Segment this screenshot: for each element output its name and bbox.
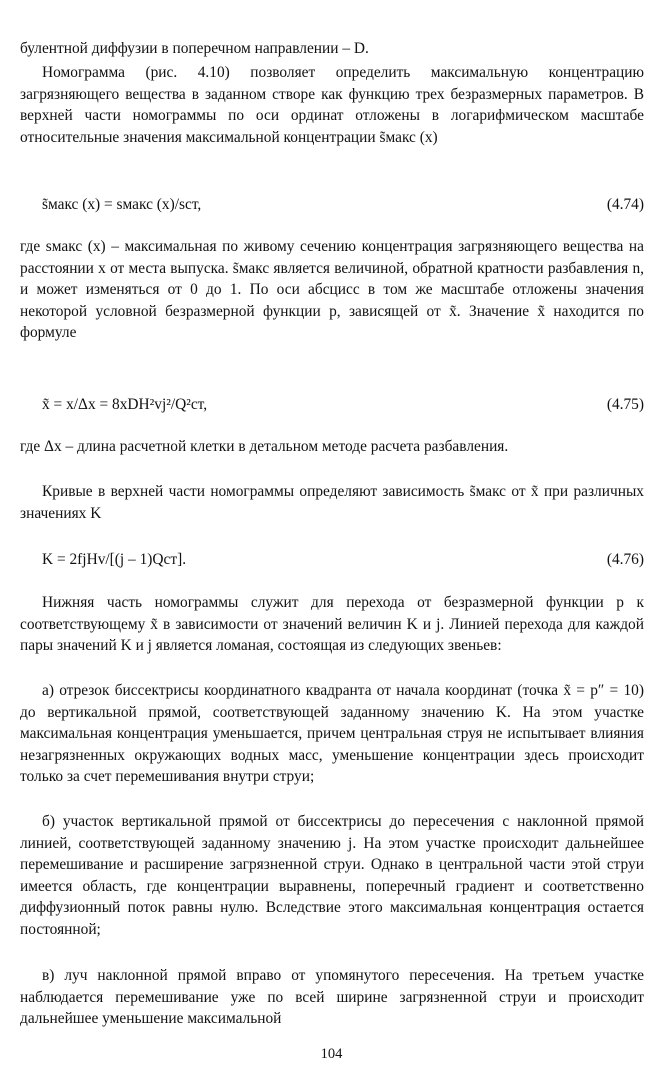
paragraph-lower: Нижняя часть номограммы служит для перехода от безразмерной функции p к соответствующему x̃ в зависимости от значений величин K и j. Линией перехода для каждой пары значений K и j является ломаная, состоящая из следующих звеньев:: [20, 594, 644, 655]
formula-4-75-line: [20, 394, 644, 418]
paragraph-where-dx: где Δx – длина расчетной клетки в детальном методе расчета разбавления.: [20, 438, 509, 455]
formula-4-76: K = 2fjHv/[(j – 1)Qст].: [42, 551, 187, 568]
formula-4-74: s̃макс (x) = sмакс (x)/sст,: [42, 196, 202, 213]
list-item-a: а) отрезок биссектрисы координатного квадранта от начала координат (точка x̃ = p″ = 10) до вертикальной прямой, соответствующей заданному значению K. На этом участке максимальная концентрация уменьшается, причем центральная струя не испытывает влияния незагрязненных окружающих водных масс, уменьшение концентрации здесь происходит только за счет перемешивания внутри струи;: [20, 682, 644, 786]
paragraph-intro: булентной диффузии в поперечном направлении – D.: [20, 40, 369, 57]
list-item-b: б) участок вертикальной прямой от биссектрисы до пересечения с наклонной прямой линией, соответствующей заданному значению j. На этом участке происходит дальнейшее перемешивание и расширение загрязненной струи. Однако в центральной части этой струи имеется область, где концентрации выравнены, поперечный градиент и соответственно диффузионный поток равны нулю. Вследствие этого максимальная концентрация остается постоянной;: [20, 813, 644, 938]
formula-4-75: x̃ = x/Δx = 8xDH²vj²/Q²ст,: [42, 396, 208, 413]
equation-number-4-75: (4.75): [606, 396, 644, 413]
page-number: 104: [320, 1046, 343, 1062]
paragraph-nomogram: Номограмма (рис. 4.10) позволяет определить максимальную концентрацию загрязняющего вещества в заданном створе как функцию трех безразмерных параметров. В верхней части номограммы по оси ординат отложены в логарифмическом масштабе относительные значения максимальной концентрации s̃макс (x): [20, 64, 644, 146]
formula-4-76-line: [20, 549, 644, 573]
paragraph-curves: Кривые в верхней части номограммы определяют зависимость s̃макс от x̃ при различных значениях K: [20, 483, 644, 522]
equation-number-4-76: (4.76): [606, 551, 644, 568]
list-item-c: в) луч наклонной прямой вправо от упомянутого пересечения. На третьем участке наблюдается перемешивание уже по всей ширине загрязненной струи и происходит дальнейшее уменьшение максимальной: [20, 967, 644, 1028]
formula-4-74-line: [20, 194, 644, 218]
equation-number-4-74: (4.74): [606, 196, 644, 213]
paragraph-where-s: где sмакс (x) – максимальная по живому сечению концентрация загрязняющего вещества на расстоянии x от места выпуска. s̃макс является величиной, обратной кратности разбавления n, и может изменяться от 0 до 1. По оси абсцисс в том же масштабе отложены значения некоторой условной безразмерной функции p, зависящей от x̃. Значение x̃ находится по формуле: [20, 238, 644, 342]
